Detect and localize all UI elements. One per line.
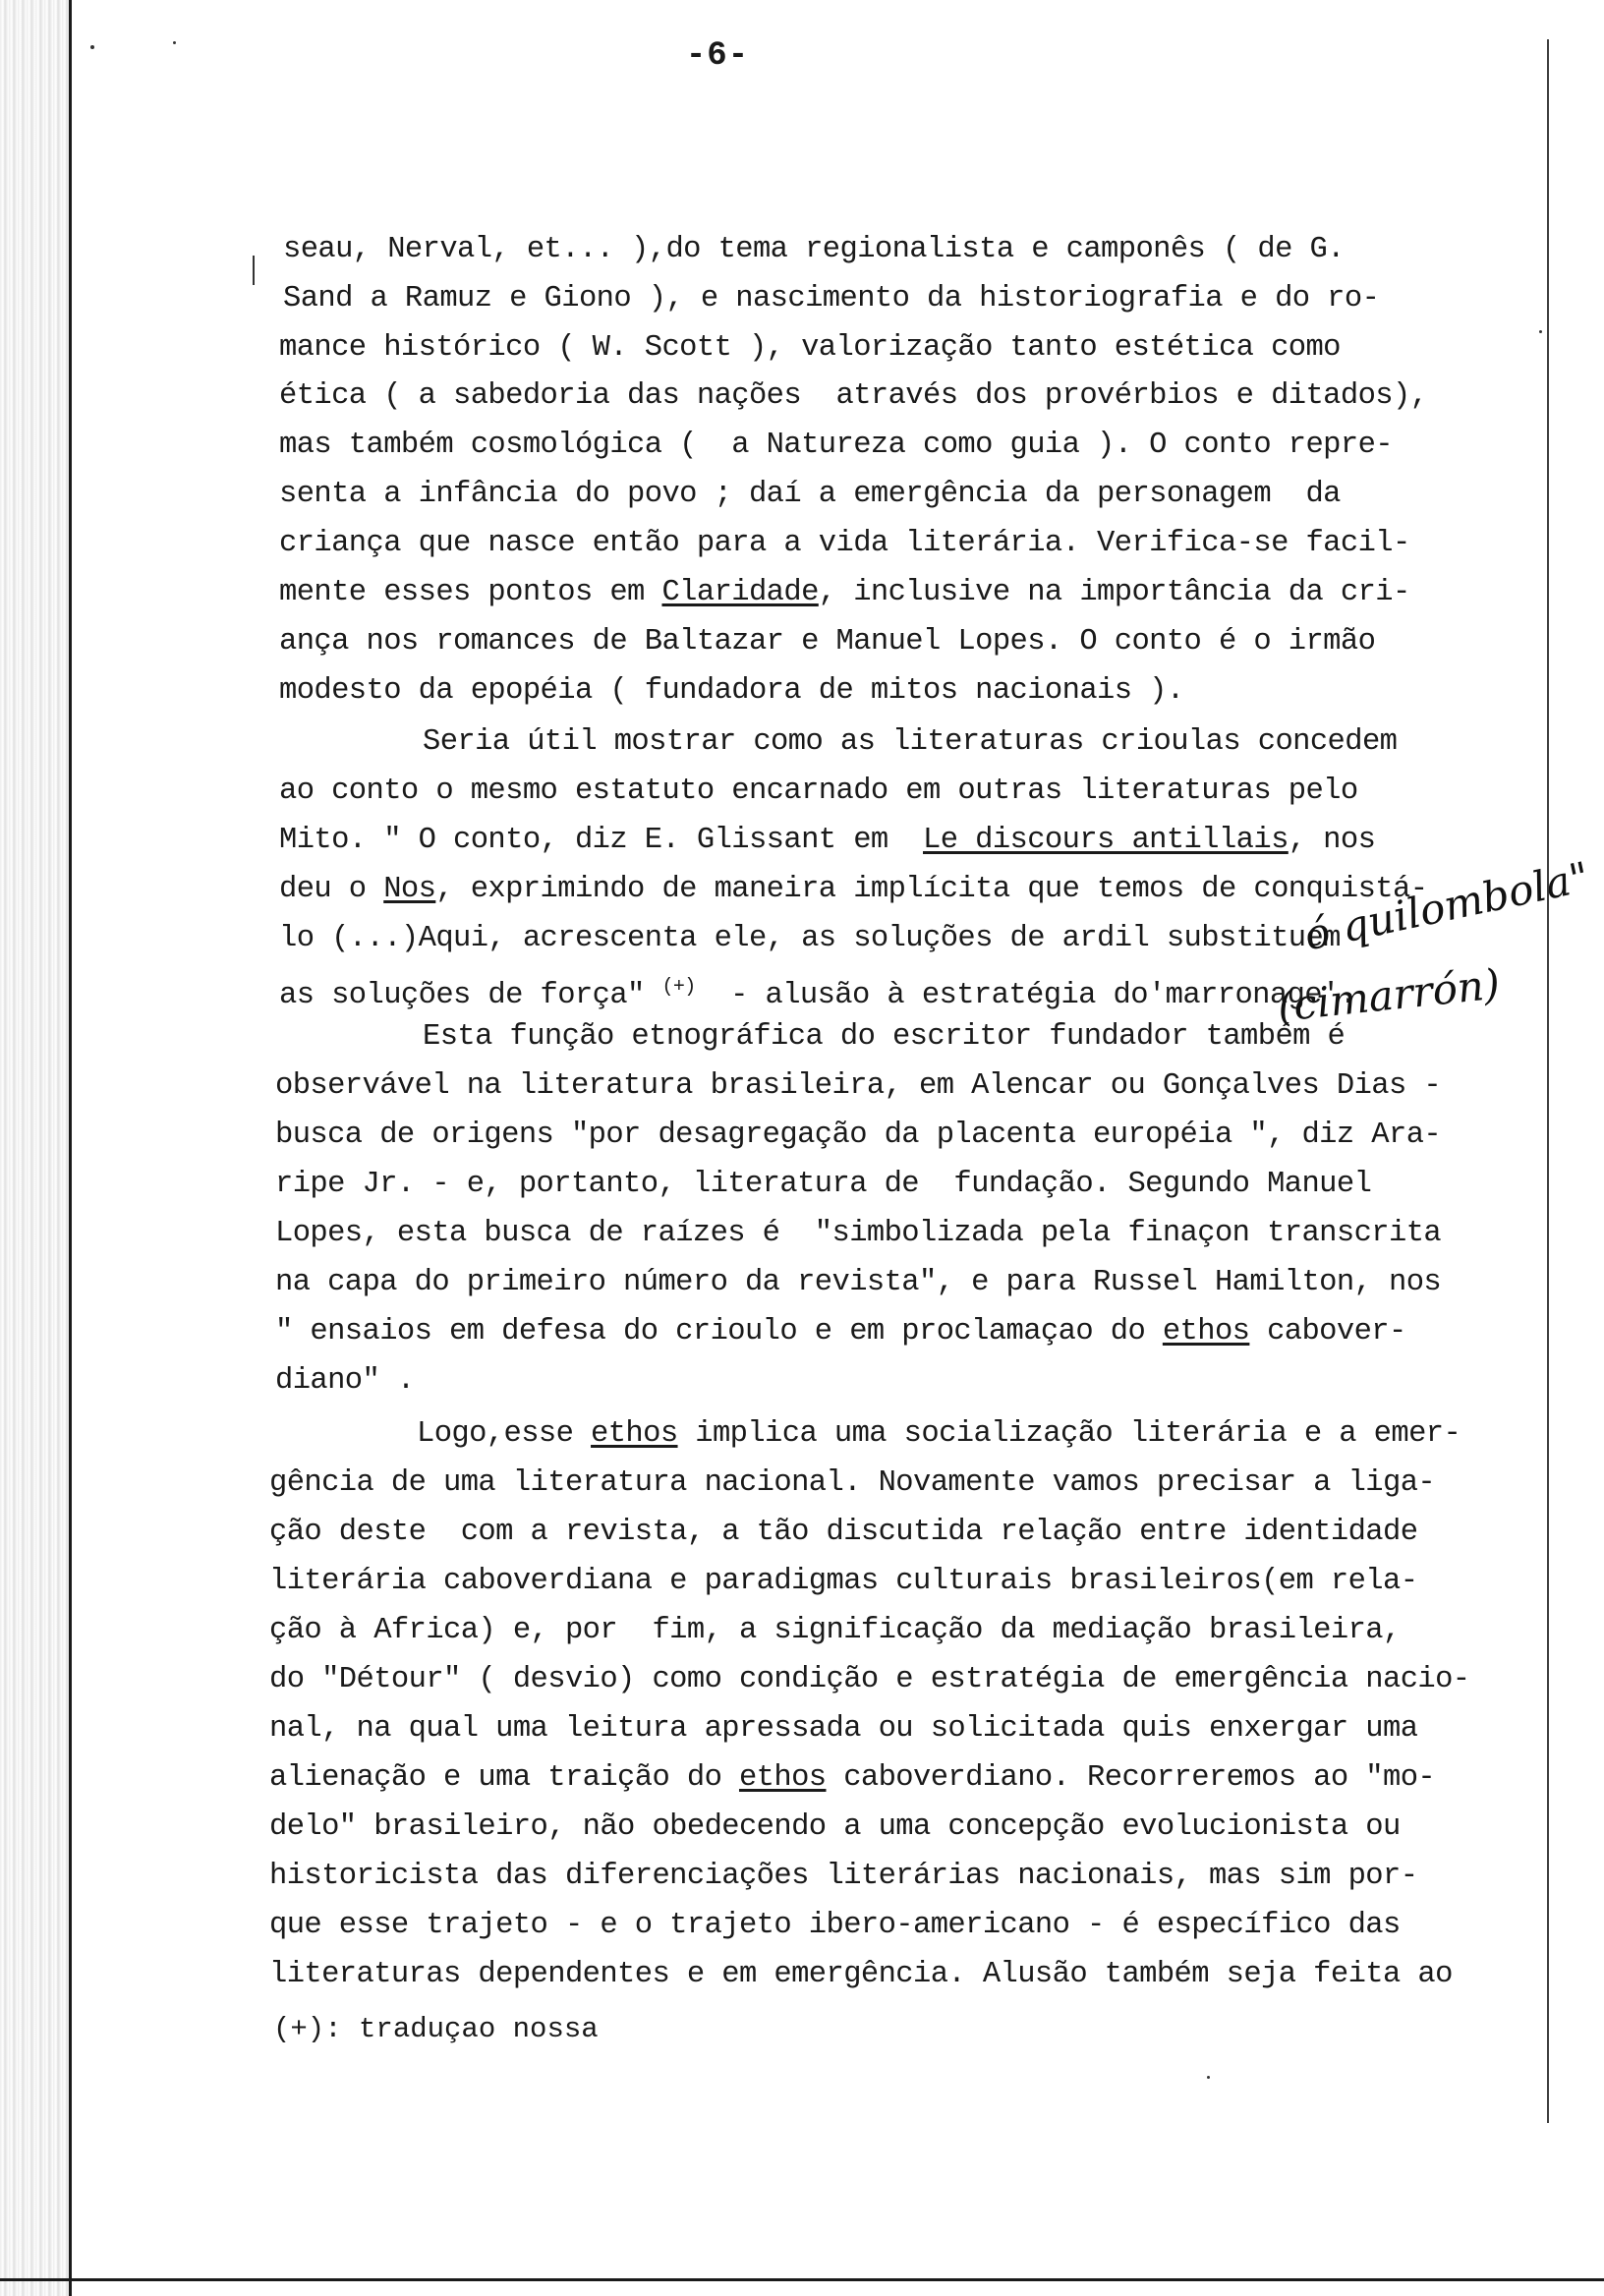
text-line: senta a infância do povo ; daí a emergência da personagem da <box>279 478 1341 511</box>
handwritten-note: (cimarrón) <box>1275 959 1503 1031</box>
handwritten-note: ó quilombola" <box>1299 852 1594 960</box>
text-line: Seria útil mostrar como as literaturas crioulas concedem <box>423 725 1398 759</box>
left-border-line <box>69 0 72 2296</box>
text-line: Esta função etnográfica do escritor fundador também é <box>423 1020 1346 1054</box>
text-line: mas também cosmológica ( a Natureza como guia ). O conto repre- <box>279 429 1393 462</box>
text-line: ao conto o mesmo estatuto encarnado em outras literaturas pelo <box>279 775 1358 808</box>
text-line: nal, na qual uma leitura apressada ou solicitada quis enxergar uma <box>269 1712 1418 1746</box>
text-line: Mito. " O conto, diz E. Glissant em Le discours antillais, nos <box>279 824 1376 857</box>
text-line: historicista das diferenciações literárias nacionais, mas sim por- <box>269 1860 1418 1893</box>
text-line: modesto da epopéia ( fundadora de mitos nacionais ). <box>279 674 1184 708</box>
scan-speck <box>1539 330 1542 333</box>
text-line: literaturas dependentes e em emergência. Alusão também seja feita ao <box>269 1958 1453 1991</box>
text-line: as soluções de força" (+) - alusão à estratégia do'marronage'. <box>279 976 1357 1013</box>
text-line: lo (...)Aqui, acrescenta ele, as soluções de ardil substituem <box>279 922 1341 955</box>
margin-mark <box>253 256 255 285</box>
text-line: ção à Africa) e, por fim, a significação da mediação brasileira, <box>269 1614 1401 1647</box>
text-line: seau, Nerval, et... ),do tema regionalista e camponês ( de G. <box>283 233 1345 266</box>
text-line: Lopes, esta busca de raízes é "simbolizada pela finaçon transcrita <box>275 1217 1442 1250</box>
text-line: ção deste com a revista, a tão discutida relação entre identidade <box>269 1516 1418 1549</box>
text-line: literária caboverdiana e paradigmas culturais brasileiros(em rela- <box>269 1565 1418 1598</box>
text-line: " ensaios em defesa do crioulo e em proclamaçao do ethos cabover- <box>275 1315 1406 1349</box>
text-line: criança que nasce então para a vida literária. Verifica-se facil- <box>279 527 1410 560</box>
bottom-border-line <box>0 2278 1604 2281</box>
text-line: deu o Nos, exprimindo de maneira implícita que temos de conquistá- <box>279 873 1428 906</box>
text-line: Sand a Ramuz e Giono ), e nascimento da historiografia e do ro- <box>283 282 1380 316</box>
text-line: ética ( a sabedoria das nações através dos provérbios e ditados), <box>279 379 1428 413</box>
right-margin-line <box>1547 39 1549 2123</box>
text-line: do "Détour" ( desvio) como condição e estratégia de emergência nacio- <box>269 1663 1470 1696</box>
text-line: mance histórico ( W. Scott ), valorização tanto estética como <box>279 331 1341 365</box>
text-line: alienação e uma traição do ethos caboverdiano. Recorreremos ao "mo- <box>269 1761 1436 1795</box>
text-line: diano" . <box>275 1364 415 1398</box>
text-line: gência de uma literatura nacional. Novamente vamos precisar a liga- <box>269 1466 1436 1500</box>
text-line: observável na literatura brasileira, em Alencar ou Gonçalves Dias - <box>275 1069 1442 1103</box>
page-number: -6- <box>685 37 750 75</box>
text-line: ança nos romances de Baltazar e Manuel Lopes. O conto é o irmão <box>279 625 1376 659</box>
text-line: mente esses pontos em Claridade, inclusive na importância da cri- <box>279 576 1410 609</box>
text-line: Logo,esse ethos implica uma socialização literária e a emer- <box>417 1417 1461 1451</box>
text-line: que esse trajeto - e o trajeto ibero-americano - é específico das <box>269 1909 1401 1942</box>
text-line: ripe Jr. - e, portanto, literatura de fundação. Segundo Manuel <box>275 1168 1372 1201</box>
text-line: delo" brasileiro, não obedecendo a uma concepção evolucionista ou <box>269 1810 1401 1844</box>
scan-speck <box>1207 2076 1210 2079</box>
footnote: (+): traduçao nossa <box>273 2013 599 2045</box>
scan-edge <box>0 0 69 2296</box>
text-line: na capa do primeiro número da revista", e para Russel Hamilton, nos <box>275 1266 1442 1299</box>
text-line: busca de origens "por desagregação da placenta européia ", diz Ara- <box>275 1119 1442 1152</box>
